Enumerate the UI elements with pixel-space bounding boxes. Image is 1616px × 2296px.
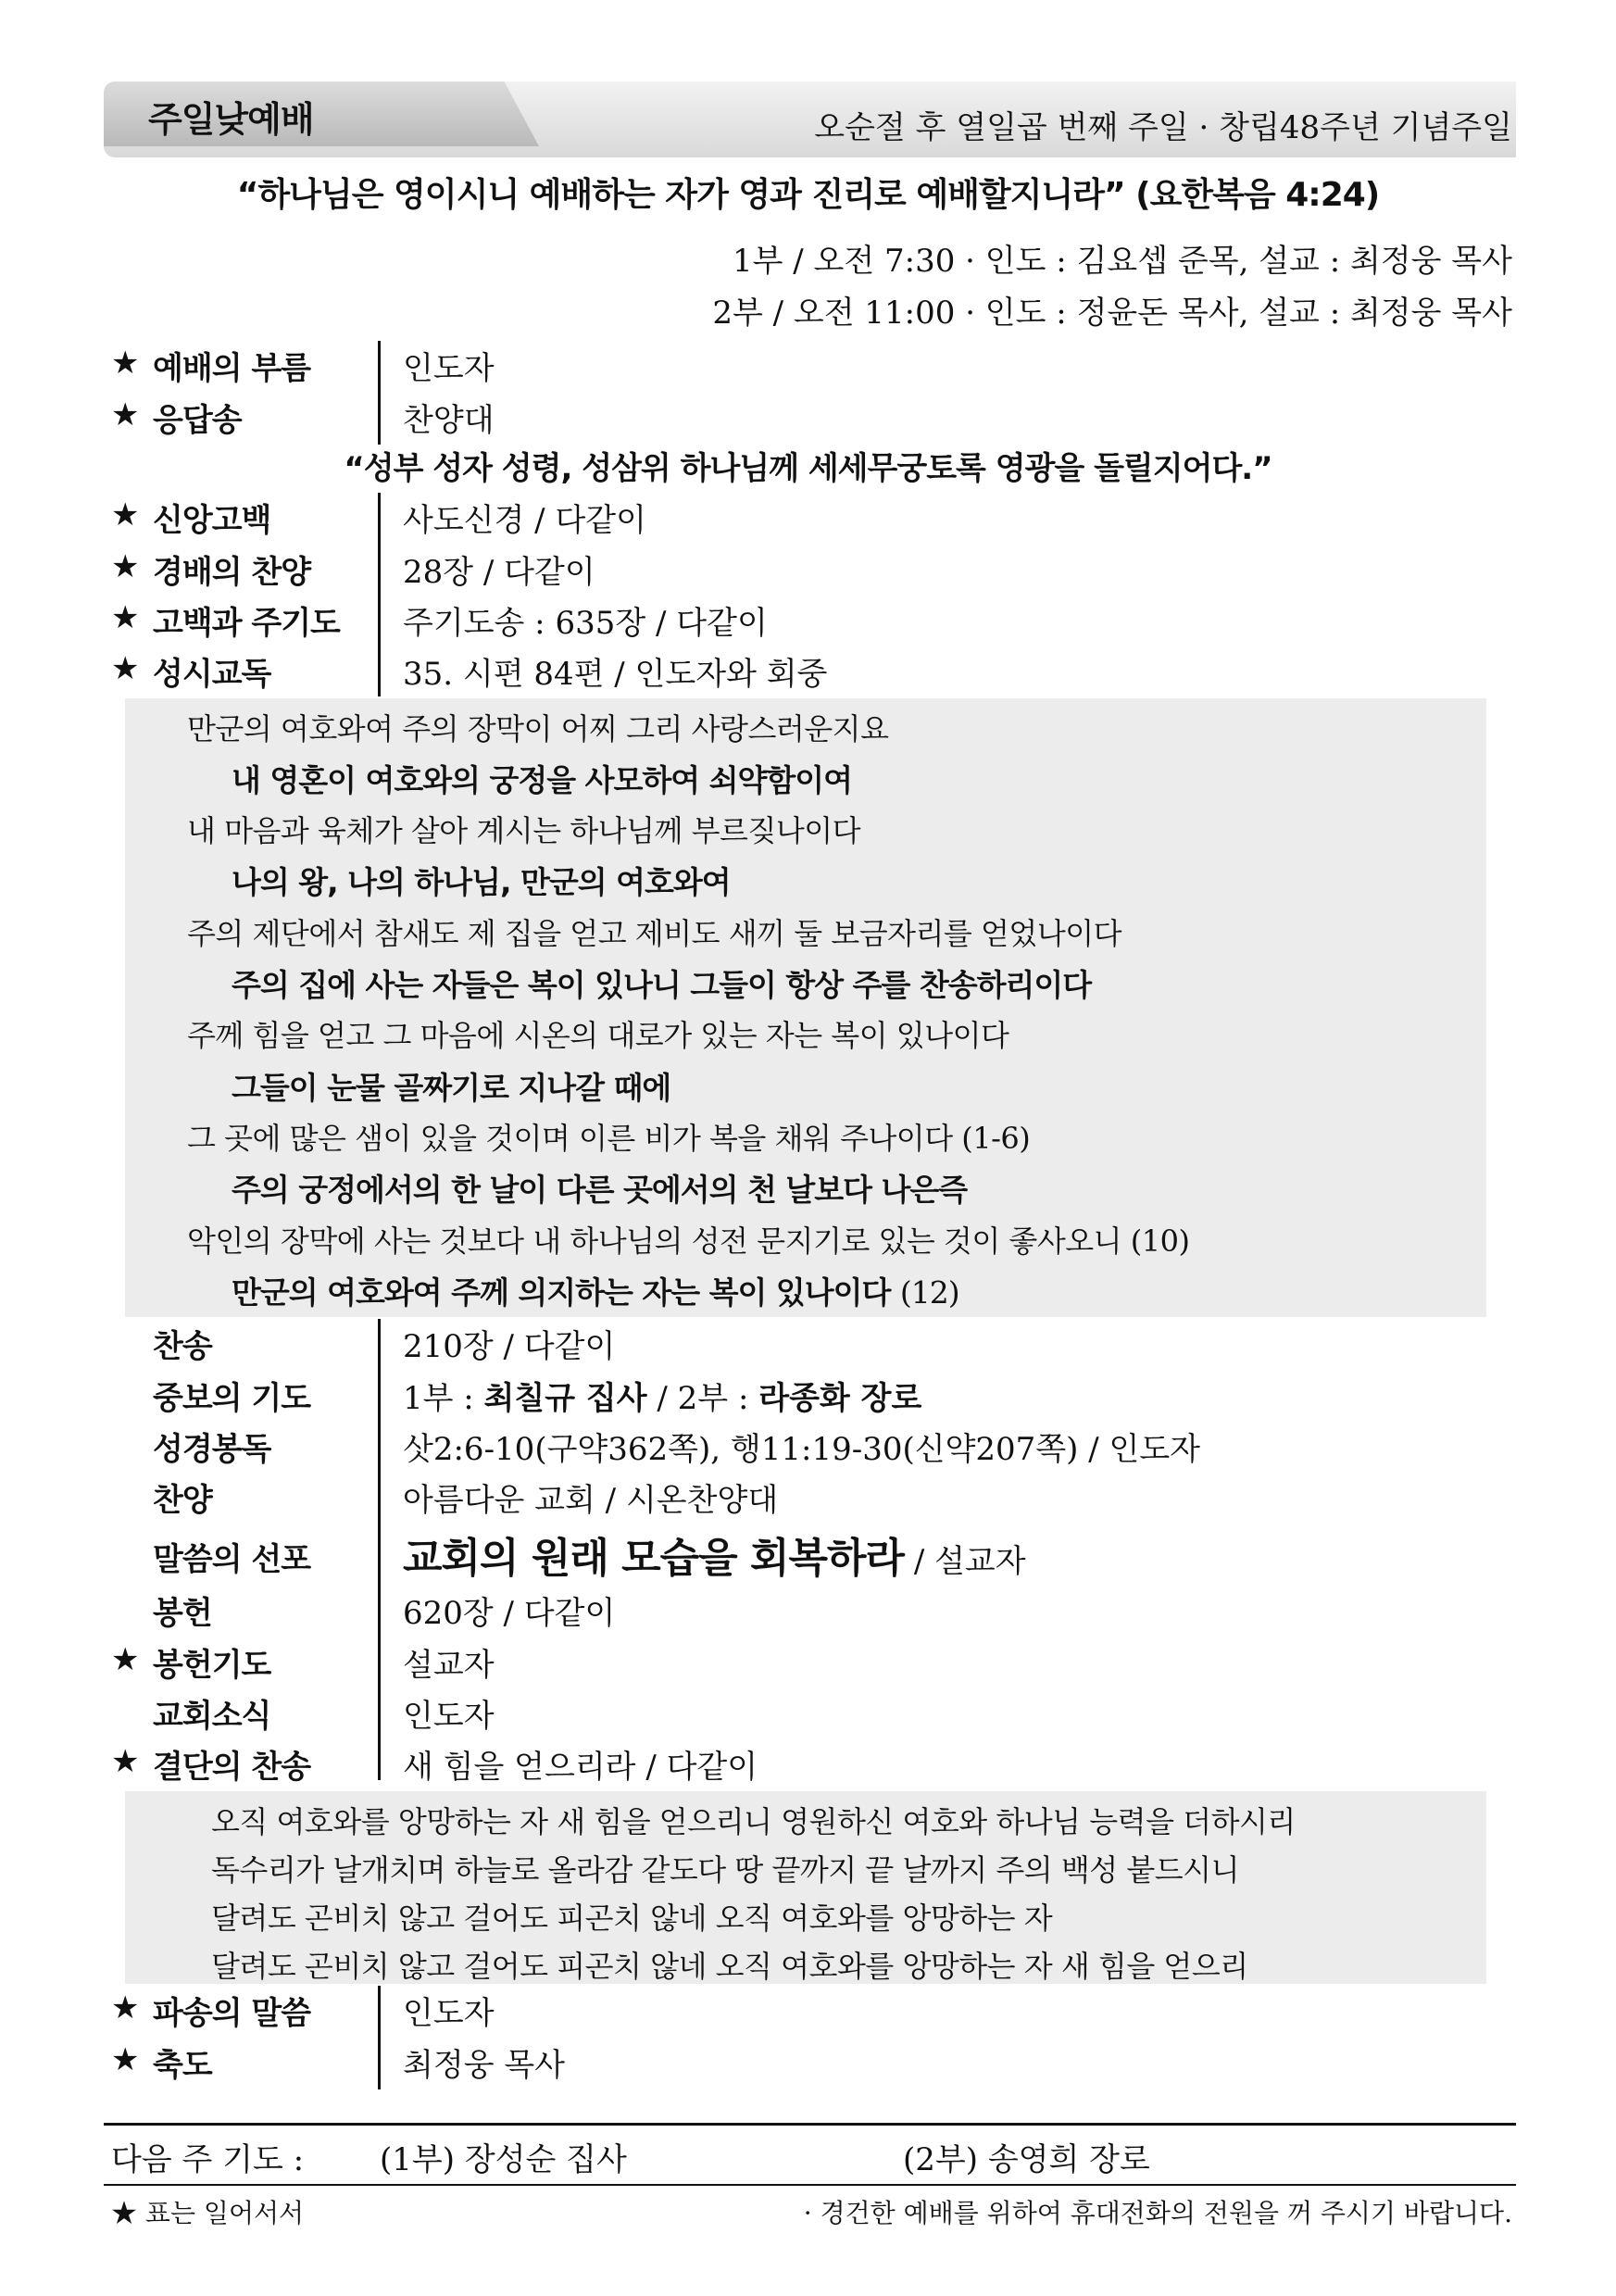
order-value: 최정웅 목사 [403, 2047, 566, 2084]
order-item [111, 1422, 1500, 1472]
psalm-line-congregation [232, 1269, 959, 1312]
order-value: 620장 / 다같이 [403, 1595, 616, 1632]
order-label: 응답송 [153, 402, 242, 439]
service-time-1: 1부 / 오전 7:30 · 인도 : 김요셉 준목, 설교 : 최정웅 목사 [732, 243, 1512, 280]
order-item [111, 1473, 1500, 1523]
order-item [111, 1688, 1500, 1738]
service-time-2: 2부 / 오전 11:00 · 인도 : 정윤돈 목사, 설교 : 최정웅 목사 [712, 295, 1512, 332]
order-item [111, 1986, 1500, 2036]
stand-marker: ★ [111, 2041, 140, 2078]
stand-marker: ★ [111, 345, 140, 382]
stand-marker: ★ [111, 1641, 140, 1678]
order-label: 교회소식 [153, 1698, 271, 1735]
stand-marker: ★ [111, 599, 140, 636]
order-label: 경배의 찬양 [153, 554, 311, 591]
prayer-part1-label: 1부 : [403, 1380, 484, 1417]
order-label: 고백과 주기도 [153, 605, 340, 642]
prayer-leader-1: 최칠규 집사 [483, 1380, 647, 1417]
order-value [403, 1373, 921, 1418]
sermon-suffix: / 설교자 [904, 1543, 1026, 1580]
order-item [111, 545, 1500, 595]
stand-marker: ★ [111, 650, 140, 687]
order-label: 축도 [153, 2047, 212, 2084]
psalm-line-text: 만군의 여호와여 주께 의지하는 자는 복이 있나이다 [232, 1274, 891, 1311]
order-label: 예배의 부름 [153, 350, 311, 387]
order-value: 찬양대 [403, 402, 495, 439]
order-item [111, 1739, 1500, 1789]
response-line: “성부 성자 성령, 성삼위 하나님께 세세무궁토록 영광을 돌릴지어다.” [344, 450, 1272, 487]
order-label: 말씀의 선포 [153, 1541, 311, 1578]
order-label: 찬송 [153, 1328, 212, 1365]
next-prayer-label: 다음 주 기도 : [111, 2141, 305, 2178]
stand-marker: ★ [111, 1989, 140, 2026]
stand-marker: ★ [111, 548, 140, 585]
stand-note: ★ 표는 일어서서 [111, 2198, 305, 2228]
order-label: 결단의 찬송 [153, 1749, 311, 1786]
prayer-leader-2: 라종화 장로 [758, 1380, 922, 1417]
order-label: 찬양 [153, 1482, 212, 1519]
order-label: 봉헌기도 [153, 1647, 271, 1684]
psalm-line-congregation: 나의 왕, 나의 하나님, 만군의 여호와여 [232, 864, 731, 900]
hymn-lyric-line: 달려도 곤비치 않고 걸어도 피곤치 않네 오직 여호와를 앙망하는 자 새 힘을 얻으리 [211, 1949, 1248, 1984]
order-item [111, 596, 1500, 646]
order-item [111, 1637, 1500, 1687]
stand-marker: ★ [111, 496, 140, 533]
psalm-line-congregation: 내 영혼이 여호와의 궁정을 사모하여 쇠약함이여 [232, 762, 853, 798]
psalm-line-congregation: 그들이 눈물 골짜기로 지나갈 때에 [232, 1070, 671, 1106]
next-prayer-second: (2부) 송영희 장로 [903, 2141, 1150, 2178]
psalm-verse-ref: (12) [899, 1274, 959, 1311]
order-label: 파송의 말씀 [153, 1995, 311, 2032]
hymn-lyric-line: 달려도 곤비치 않고 걸어도 피곤치 않네 오직 여호와를 앙망하는 자 [211, 1901, 1053, 1936]
order-label: 봉헌 [153, 1595, 212, 1632]
phone-notice: · 경건한 예배를 위하여 휴대전화의 전원을 꺼 주시기 바랍니다. [803, 2198, 1512, 2228]
order-value: 새 힘을 얻으리라 / 다같이 [403, 1749, 758, 1786]
order-item [111, 1524, 1500, 1584]
psalm-line-leader: 주의 제단에서 참새도 제 집을 얻고 제비도 새끼 둘 보금자리를 얻었나이다 [187, 916, 1122, 951]
order-item [111, 493, 1500, 543]
order-label: 성경봉독 [153, 1431, 271, 1468]
psalm-line-leader: 주께 힘을 얻고 그 마음에 시온의 대로가 있는 자는 복이 있나이다 [187, 1018, 1009, 1053]
psalm-line-leader: 악인의 장막에 사는 것보다 내 하나님의 성전 문지기로 있는 것이 좋사오니 (10) [187, 1223, 1190, 1259]
next-prayer-first: (1부) 장성순 집사 [380, 2141, 627, 2178]
sermon-title: 교회의 원래 모습을 회복하라 [403, 1535, 905, 1582]
order-item [111, 646, 1500, 696]
hymn-lyric-line: 오직 여호와를 앙망하는 자 새 힘을 얻으리니 영원하신 여호와 하나님 능력을 더하시리 [211, 1804, 1296, 1839]
order-label: 중보의 기도 [153, 1380, 311, 1417]
page-title: 주일낮예배 [148, 99, 314, 140]
order-label: 신앙고백 [153, 502, 271, 539]
order-value: 인도자 [403, 350, 495, 387]
hymn-lyric-line: 독수리가 날개치며 하늘로 올라감 같도다 땅 끝까지 끝 날까지 주의 백성 붙드시니 [211, 1852, 1239, 1888]
theme-verse: “하나님은 영이시니 예배하는 자가 영과 진리로 예배할지니라” (요한복음 4:24) [236, 176, 1380, 214]
stand-marker: ★ [111, 396, 140, 433]
psalm-line-congregation: 주의 집에 사는 자들은 복이 있나니 그들이 항상 주를 찬송하리이다 [232, 967, 1092, 1003]
order-value: 인도자 [403, 1995, 495, 2032]
order-value: 설교자 [403, 1647, 495, 1684]
order-value: 주기도송 : 635장 / 다같이 [403, 605, 768, 642]
order-value: 28장 / 다같이 [403, 554, 595, 591]
footer-divider-top [104, 2123, 1516, 2126]
order-value: 아름다운 교회 / 시온찬양대 [403, 1482, 779, 1519]
order-item [111, 1319, 1500, 1369]
stand-marker: ★ [111, 1743, 140, 1780]
order-value: 210장 / 다같이 [403, 1328, 616, 1365]
psalm-line-leader: 내 마음과 육체가 살아 계시는 하나님께 부르짖나이다 [187, 813, 861, 848]
order-value [403, 1524, 1026, 1584]
page-subtitle: 오순절 후 열일곱 번째 주일 · 창립48주년 기념주일 [814, 109, 1512, 146]
order-item [111, 1586, 1500, 1636]
order-label: 성시교독 [153, 656, 271, 693]
psalm-line-leader: 그 곳에 많은 샘이 있을 것이며 이른 비가 복을 채워 주나이다 (1-6) [187, 1121, 1031, 1156]
order-value: 인도자 [403, 1698, 495, 1735]
order-item [111, 2038, 1500, 2088]
order-item [111, 341, 1500, 391]
order-value: 삿2:6-10(구약362쪽), 행11:19-30(신약207쪽) / 인도자 [403, 1431, 1201, 1468]
psalm-line-leader: 만군의 여호와여 주의 장막이 어찌 그리 사랑스러운지요 [187, 711, 889, 747]
psalm-line-congregation: 주의 궁정에서의 한 날이 다른 곳에서의 천 날보다 나은즉 [232, 1172, 968, 1208]
order-value: 사도신경 / 다같이 [403, 502, 646, 539]
footer-divider-bottom [104, 2184, 1516, 2186]
order-value: 35. 시편 84편 / 인도자와 회중 [403, 656, 828, 693]
order-item [111, 1371, 1500, 1421]
prayer-part2-label: / 2부 : [646, 1380, 759, 1417]
order-item [111, 393, 1500, 443]
